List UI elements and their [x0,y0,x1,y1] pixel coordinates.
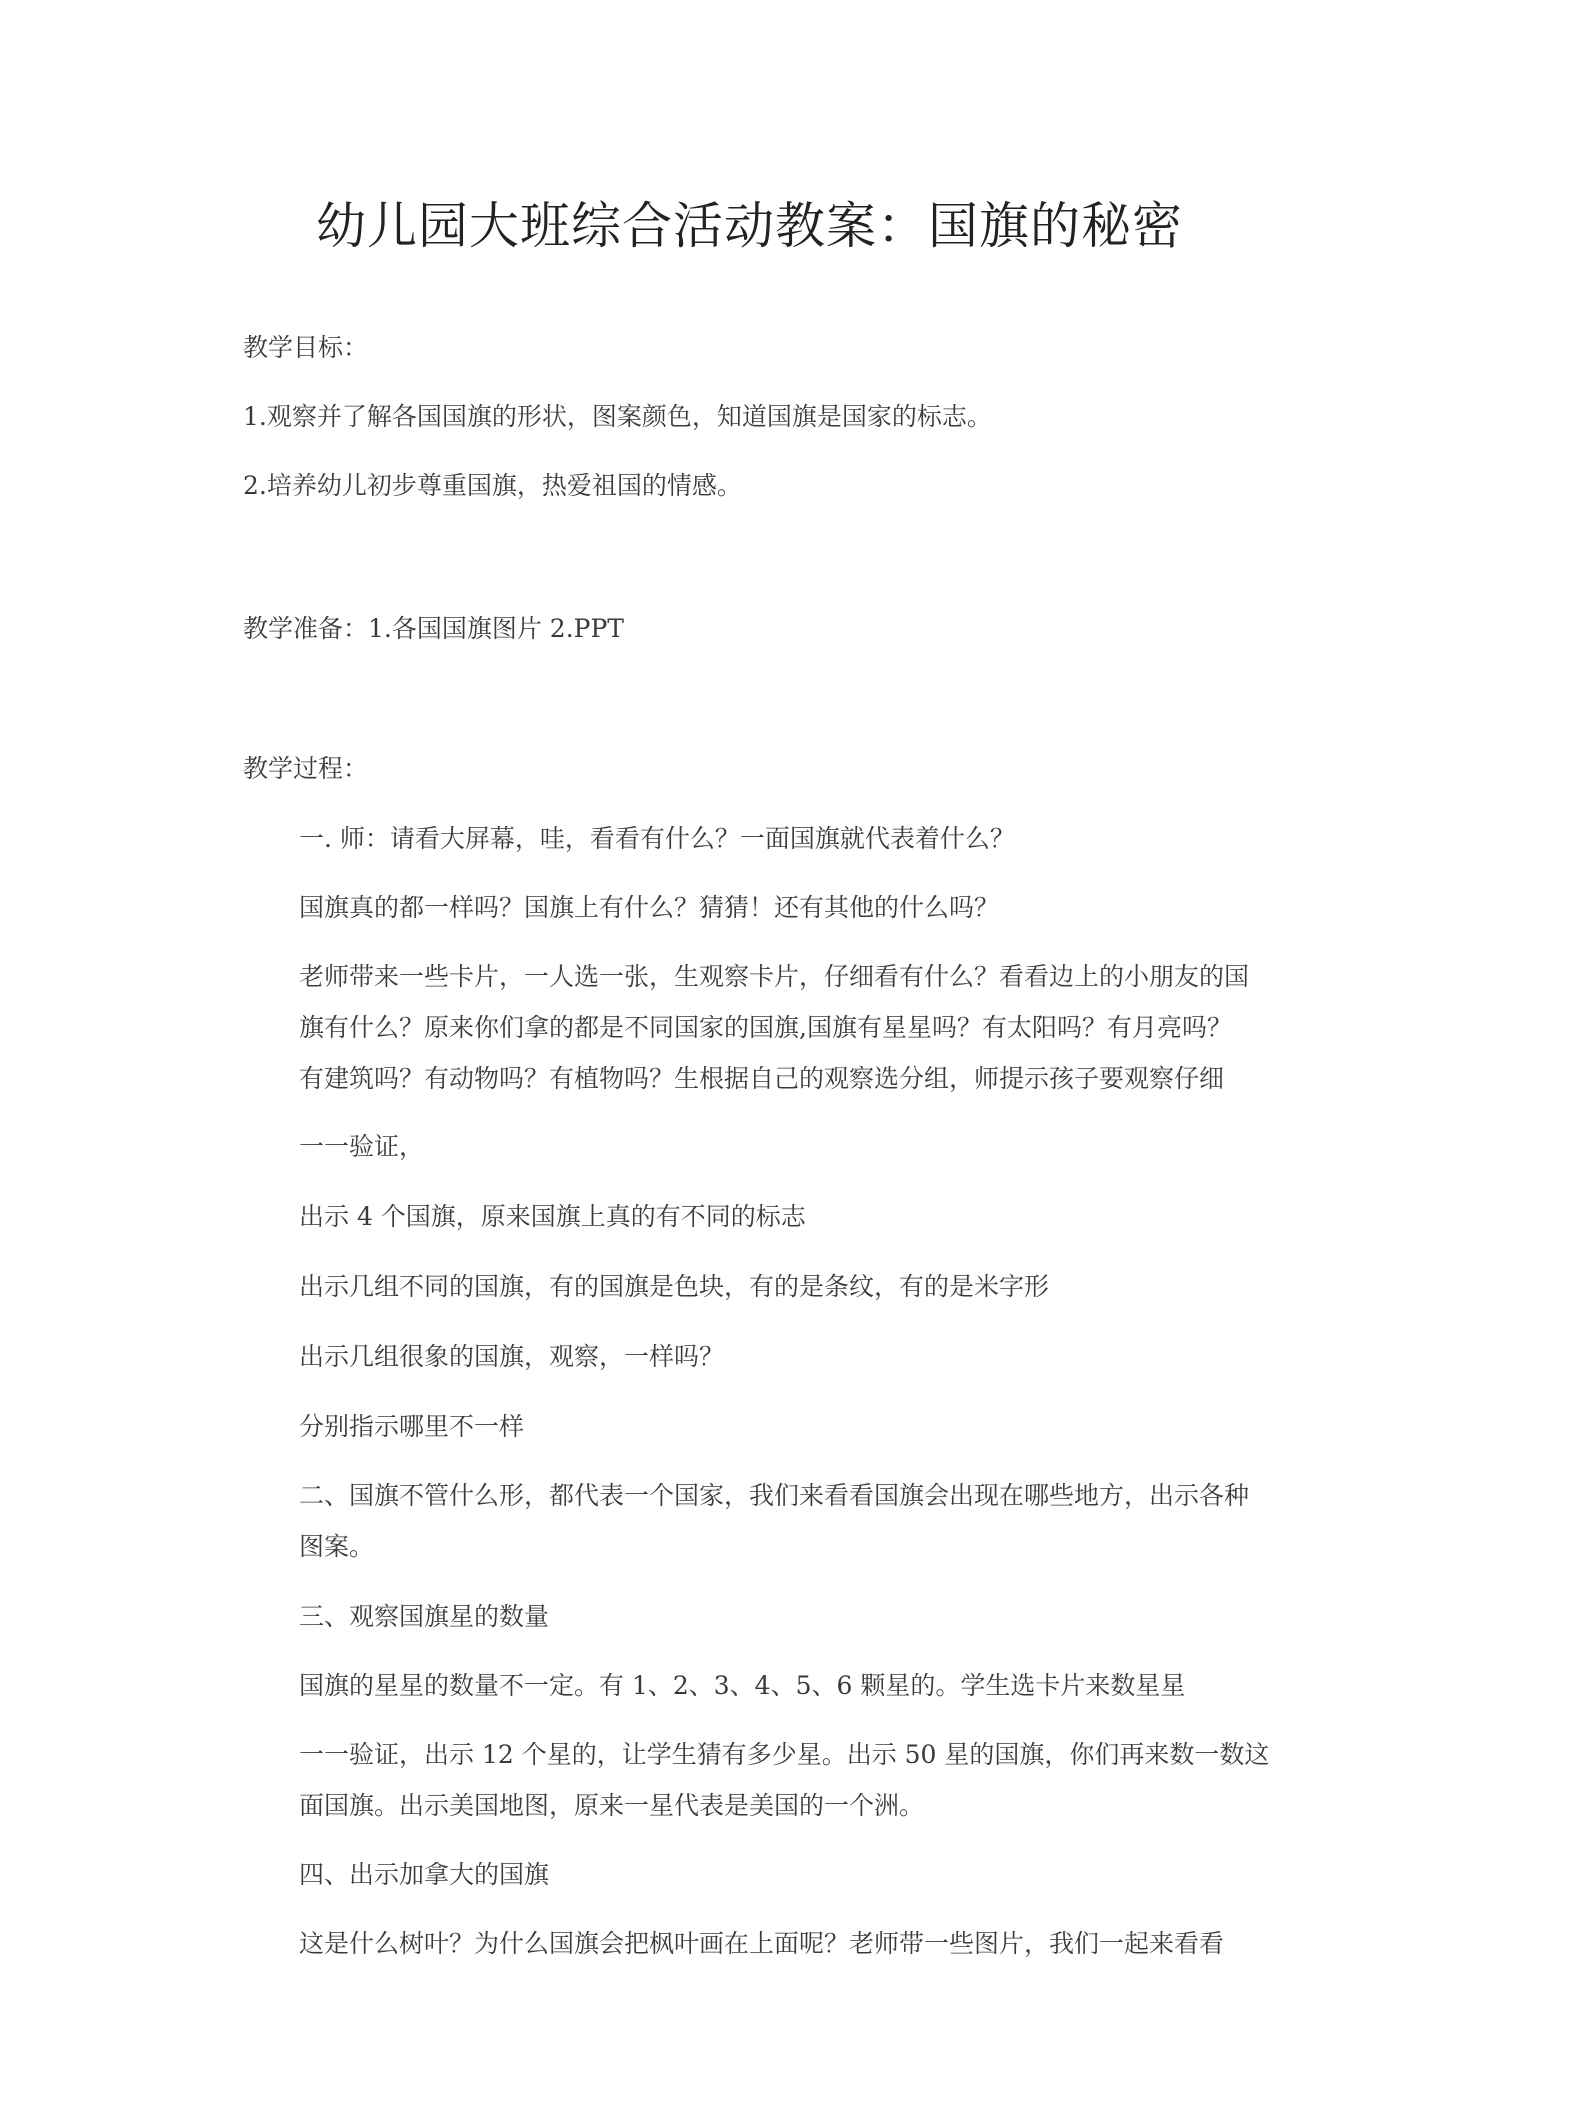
process-line: 一一验证， [299,1132,425,1161]
process-line: 一. 师：请看大屏幕，哇，看看有什么？一面国旗就代表着什么？ [299,824,1015,853]
process-line: 分别指示哪里不一样 [299,1412,525,1441]
process-line: 老师带来一些卡片，一人选一张，生观察卡片，仔细看有什么？看看边上的小朋友的国 [299,962,1250,991]
process-line: 旗有什么？原来你们拿的都是不同国家的国旗,国旗有星星吗？有太阳吗？有月亮吗？ [299,1013,1232,1042]
process-line: 这是什么树叶？为什么国旗会把枫叶画在上面呢？老师带一些图片，我们一起来看看 [299,1929,1225,1958]
process-line: 有建筑吗？有动物吗？有植物吗？生根据自己的观察选分组，师提示孩子要观察仔细 [299,1064,1225,1093]
process-line: 面国旗。出示美国地图，原来一星代表是美国的一个洲。 [299,1791,925,1820]
process-line: 二、国旗不管什么形，都代表一个国家，我们来看看国旗会出现在哪些地方，出示各种 [299,1481,1250,1510]
process-line: 出示几组不同的国旗，有的国旗是色块，有的是条纹，有的是米字形 [299,1272,1050,1301]
objective-item: 1.观察并了解各国国旗的形状，图案颜色，知道国旗是国家的标志。 [243,402,992,431]
preparation-line: 教学准备：1.各国国旗图片 2.PPT [243,614,624,643]
objective-item: 2.培养幼儿初步尊重国旗，热爱祖国的情感。 [243,471,742,500]
process-line: 三、观察国旗星的数量 [299,1602,550,1631]
process-heading: 教学过程： [243,754,369,783]
process-line: 国旗真的都一样吗？国旗上有什么？猜猜！还有其他的什么吗？ [299,893,1000,922]
process-line: 四、出示加拿大的国旗 [299,1860,550,1889]
process-line: 一一验证，出示 12 个星的，让学生猜有多少星。出示 50 星的国旗，你们再来数一数这 [299,1740,1270,1769]
process-line: 出示 4 个国旗，原来国旗上真的有不同的标志 [299,1202,806,1231]
process-line: 图案。 [299,1532,375,1561]
document-title: 幼儿园大班综合活动教案：国旗的秘密 [316,196,1183,255]
objectives-heading: 教学目标： [243,333,369,362]
process-line: 国旗的星星的数量不一定。有 1、2、3、4、5、6 颗星的。学生选卡片来数星星 [299,1671,1186,1700]
process-line: 出示几组很象的国旗，观察，一样吗？ [299,1342,725,1371]
